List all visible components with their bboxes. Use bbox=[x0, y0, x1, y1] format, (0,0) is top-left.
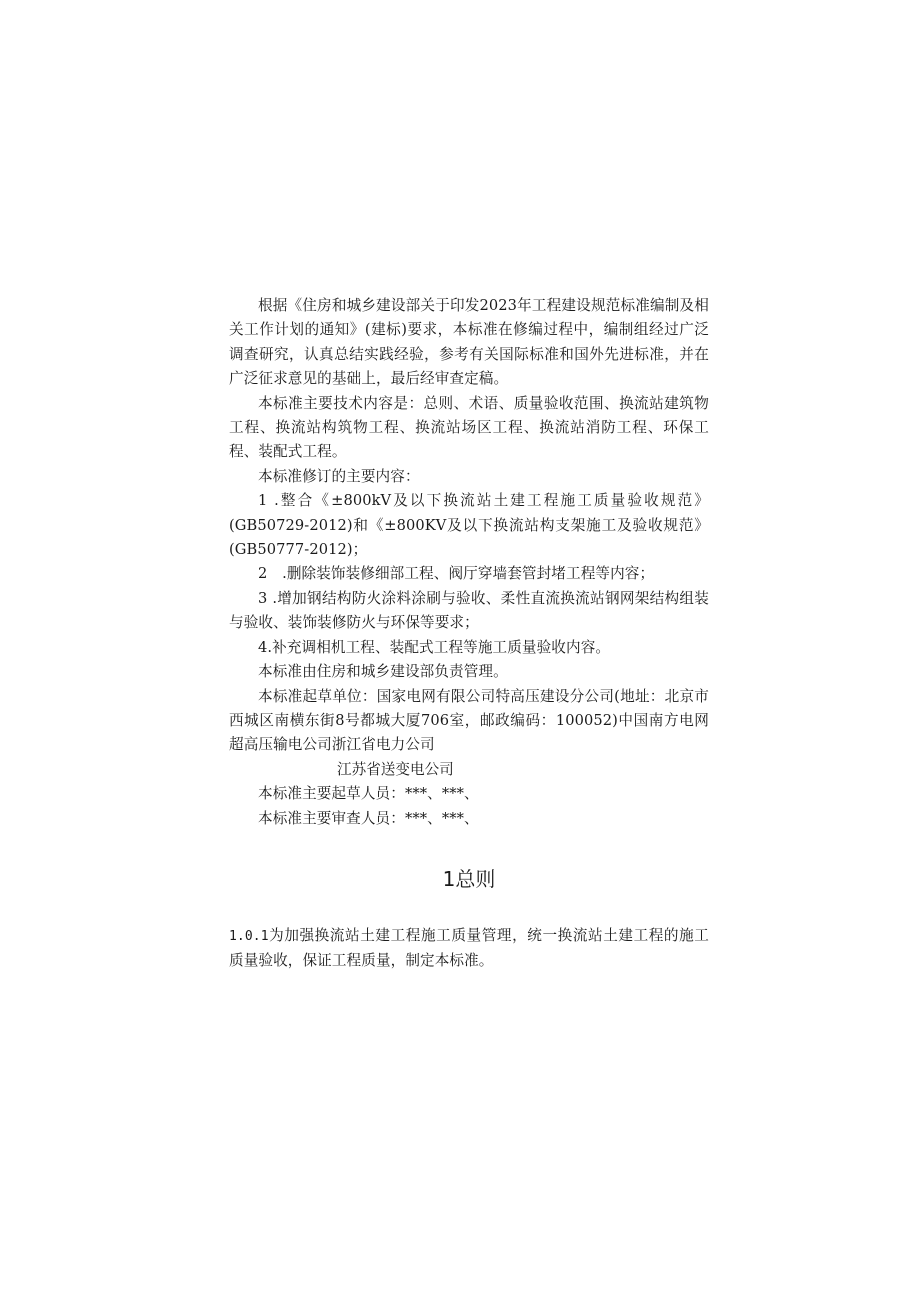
preface-section bbox=[229, 294, 709, 831]
clause-number: 1.0.1 bbox=[229, 929, 269, 944]
revision-item-2: 2 .删除装饰装修细部工程、阀厅穿墙套管封堵工程等内容； bbox=[258, 565, 655, 583]
preface-paragraph-technical-content: 本标准主要技术内容是：总则、术语、质量验收范围、换流站建筑物工程、换流站构筑物工程、换流站场区工程、换流站消防工程、环保工程、装配式工程。 bbox=[229, 394, 709, 461]
chapter-title: 1总则 bbox=[442, 867, 496, 891]
preface-drafting-unit-extra: 江苏省送变电公司 bbox=[337, 760, 454, 778]
preface-paragraph-drafting-units: 本标准起草单位：国家电网有限公司特高压建设分公司(地址：北京市西城区南横东街8号都城大厦706室，邮政编码：100052)中国南方电网超高压输电公司浙江省电力公司 bbox=[229, 687, 709, 754]
revision-item-3: 3 .增加钢结构防火涂料涂刷与验收、柔性直流换流站钢网架结构组装与验收、装饰装修防火与环保等要求； bbox=[229, 589, 709, 632]
clause-text: 为加强换流站土建工程施工质量管理，统一换流站土建工程的施工质量验收，保证工程质量，制定本标准。 bbox=[229, 927, 709, 970]
clause-1-0-1 bbox=[229, 924, 709, 974]
preface-paragraph-reviewers: 本标准主要审查人员：***、***、 bbox=[258, 809, 479, 827]
preface-paragraph-basis: 根据《住房和城乡建设部关于印发2023年工程建设规范标准编制及相关工作计划的通知》(建标)要求，本标准在修编过程中，编制组经过广泛调查研究，认真总结实践经验，参考有关国际标准和国外先进标准，并在广泛征求意见的基础上，最后经审查定稿。 bbox=[229, 297, 709, 388]
revision-item-4: 4.补充调相机工程、装配式工程等施工质量验收内容。 bbox=[258, 638, 611, 656]
preface-paragraph-revision-intro: 本标准修订的主要内容： bbox=[258, 467, 420, 485]
preface-paragraph-drafters: 本标准主要起草人员：***、***、 bbox=[258, 785, 479, 803]
preface-paragraph-management: 本标准由住房和城乡建设部负责管理。 bbox=[258, 663, 508, 681]
revision-item-1: 1 .整合《±800kV及以下换流站土建工程施工质量验收规范》(GB50729-2012)和《±800KV及以下换流站构支架施工及验收规范》(GB50777-2012)； bbox=[229, 492, 709, 559]
